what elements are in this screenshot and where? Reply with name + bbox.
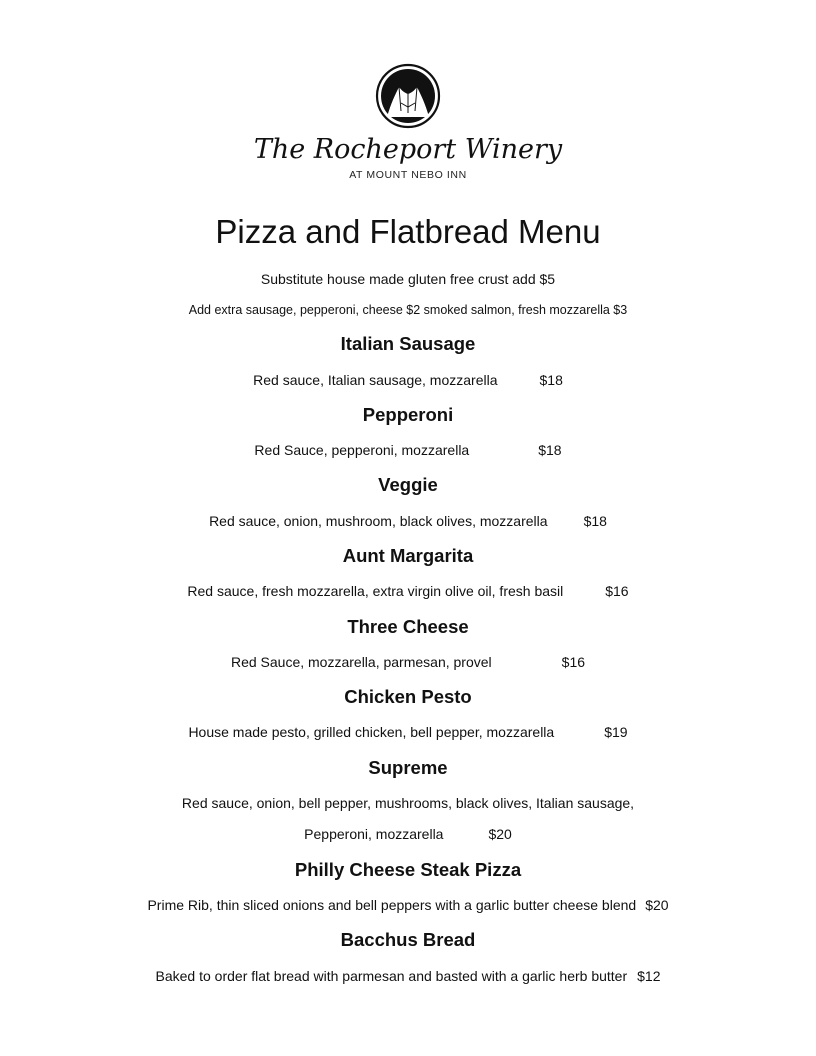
item-row-veggie [0, 511, 816, 531]
item-row-bacchus-bread [0, 966, 816, 986]
item-price: $12 [637, 968, 661, 984]
item-description-supreme: Red sauce, onion, bell pepper, mushrooms, black olives, Italian sausage, [181, 795, 635, 811]
menu-title: Pizza and Flatbread Menu [215, 213, 601, 250]
item-description: Prime Rib, thin sliced onions and bell peppers with a garlic butter cheese blend [147, 897, 637, 913]
item-row-pepperoni [0, 440, 816, 460]
item-name-pepperoni: Pepperoni [362, 404, 454, 425]
item-description: Red sauce, Italian sausage, mozzarella [253, 372, 498, 388]
item-description: Red Sauce, mozzarella, parmesan, provel [230, 654, 492, 670]
item-row-philly-cheese-steak-pizza [0, 895, 816, 915]
item-row-three-cheese [0, 652, 816, 672]
brand-name: The Rocheport Winery [253, 134, 563, 165]
gluten-free-note: Substitute house made gluten free crust add $5 [260, 271, 556, 287]
item-description: Red Sauce, pepperoni, mozzarella [254, 442, 470, 458]
item-price: $19 [604, 724, 628, 740]
item-name-chicken-pesto: Chicken Pesto [344, 686, 472, 707]
item-name-supreme: Supreme [368, 757, 448, 778]
item-name-veggie: Veggie [378, 474, 438, 495]
extras-note: Add extra sausage, pepperoni, cheese $2 smoked salmon, fresh mozzarella $3 [188, 303, 628, 317]
item-row-aunt-margarita [0, 581, 816, 601]
item-price: $20 [488, 826, 512, 842]
item-description: Red sauce, fresh mozzarella, extra virgin olive oil, fresh basil [187, 583, 564, 599]
item-price: $16 [561, 654, 586, 670]
item-name-bacchus-bread: Bacchus Bread [340, 929, 476, 950]
item-price: $20 [645, 897, 669, 913]
item-name-three-cheese: Three Cheese [347, 616, 469, 637]
item-description-cont: Pepperoni, mozzarella [304, 826, 444, 842]
item-row-italian-sausage [0, 370, 816, 390]
item-description: Red sauce, onion, mushroom, black olives, mozzarella [209, 513, 548, 529]
item-description: Baked to order flat bread with parmesan and basted with a garlic herb butter [155, 968, 628, 984]
winery-logo-icon [375, 63, 441, 129]
item-price: $18 [583, 513, 607, 529]
item-price: $16 [605, 583, 629, 599]
item-description: House made pesto, grilled chicken, bell pepper, mozzarella [188, 724, 555, 740]
item-row-supreme [0, 824, 816, 844]
item-price: $18 [538, 442, 562, 458]
item-name-italian-sausage: Italian Sausage [340, 333, 476, 354]
item-row-chicken-pesto [0, 722, 816, 742]
item-name-philly-cheese-steak-pizza: Philly Cheese Steak Pizza [294, 859, 522, 880]
item-price: $18 [539, 372, 563, 388]
brand-subtitle: AT MOUNT NEBO INN [349, 169, 467, 181]
item-name-aunt-margarita: Aunt Margarita [342, 545, 474, 566]
